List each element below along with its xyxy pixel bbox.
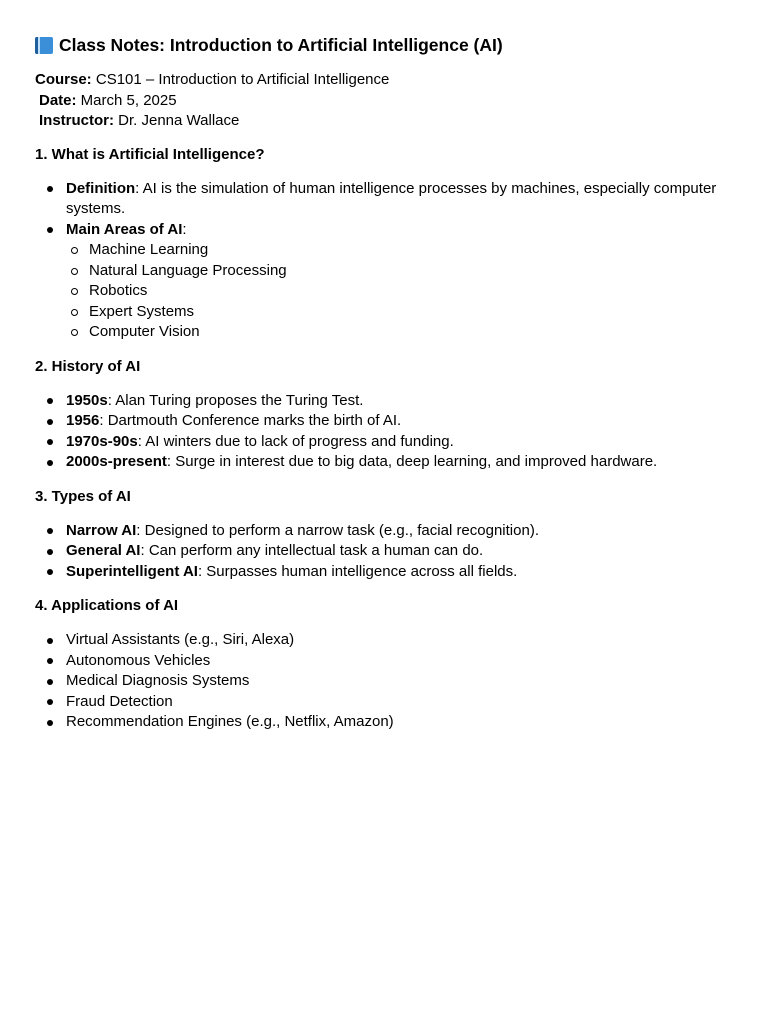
list-item bbox=[35, 391, 735, 412]
document-page bbox=[35, 34, 735, 733]
list-item bbox=[35, 651, 735, 672]
bullet-list-applications bbox=[35, 630, 735, 733]
section-heading-history: 2. History of AI bbox=[35, 357, 141, 375]
bullet-list-history bbox=[35, 391, 735, 473]
item-text: : Surpasses human intelligence across all fields. bbox=[197, 562, 518, 580]
bullet-dot-icon bbox=[47, 419, 53, 425]
course-line bbox=[35, 70, 735, 91]
sub-list-item bbox=[66, 302, 735, 323]
bullet-dot-icon bbox=[47, 439, 53, 445]
sub-item-text: Expert Systems bbox=[89, 302, 195, 320]
bullet-circle-icon bbox=[71, 309, 78, 316]
bullet-dot-icon bbox=[47, 227, 53, 233]
bullet-circle-icon bbox=[71, 247, 78, 254]
item-text: Recommendation Engines (e.g., Netflix, Amazon) bbox=[66, 713, 394, 730]
item-text: : bbox=[182, 220, 187, 238]
item-text: : Dartmouth Conference marks the birth of AI. bbox=[99, 412, 402, 429]
sub-list-item bbox=[66, 240, 735, 261]
list-item bbox=[35, 411, 735, 432]
item-text: : Alan Turing proposes the Turing Test. bbox=[107, 391, 364, 409]
list-item bbox=[35, 432, 735, 453]
bullet-list-types bbox=[35, 521, 735, 583]
item-text: Autonomous Vehicles bbox=[66, 651, 211, 669]
item-text: : Designed to perform a narrow task (e.g., facial recognition). bbox=[136, 521, 539, 539]
item-term: Superintelligent AI bbox=[66, 562, 198, 580]
item-term: Definition bbox=[66, 179, 136, 197]
instructor-value: Dr. Jenna Wallace bbox=[114, 112, 240, 129]
sub-list-item bbox=[66, 281, 735, 302]
date-line bbox=[35, 91, 735, 112]
item-term: Narrow AI bbox=[66, 521, 137, 539]
list-item bbox=[35, 630, 735, 651]
date-value: March 5, 2025 bbox=[76, 91, 177, 109]
book-icon bbox=[35, 37, 53, 54]
date-label: Date: bbox=[39, 91, 77, 109]
item-term: Main Areas of AI bbox=[66, 220, 183, 238]
list-item bbox=[35, 562, 735, 583]
item-text: Medical Diagnosis Systems bbox=[66, 672, 250, 689]
bullet-dot-icon bbox=[47, 549, 53, 555]
bullet-dot-icon bbox=[47, 720, 53, 726]
instructor-line bbox=[35, 111, 735, 132]
item-term: 1970s-90s bbox=[66, 432, 138, 450]
sub-item-text: Machine Learning bbox=[89, 241, 209, 258]
bullet-dot-icon bbox=[47, 186, 53, 192]
list-item bbox=[35, 521, 735, 542]
bullet-dot-icon bbox=[47, 679, 53, 685]
sub-item-text: Robotics bbox=[89, 282, 148, 299]
metadata-block bbox=[35, 70, 735, 132]
instructor-label: Instructor: bbox=[39, 112, 114, 129]
course-label: Course: bbox=[35, 71, 92, 88]
list-item bbox=[35, 220, 735, 343]
item-text: : AI is the simulation of human intelligence processes by machines, especially computer systems. bbox=[66, 179, 717, 217]
sub-item-text: Computer Vision bbox=[89, 323, 200, 340]
section-heading-what-is-ai: 1. What is Artificial Intelligence? bbox=[35, 145, 265, 163]
item-term: 1950s bbox=[66, 391, 108, 409]
item-term: 1956 bbox=[66, 412, 100, 429]
bullet-dot-icon bbox=[47, 638, 53, 644]
list-item bbox=[35, 179, 735, 220]
sub-list-main-areas bbox=[66, 240, 735, 343]
section-heading-types: 3. Types of AI bbox=[35, 487, 131, 505]
item-text: : AI winters due to lack of progress and funding. bbox=[137, 432, 454, 450]
list-item bbox=[35, 692, 735, 713]
item-text: Virtual Assistants (e.g., Siri, Alexa) bbox=[66, 631, 295, 648]
bullet-dot-icon bbox=[47, 658, 53, 664]
bullet-circle-icon bbox=[71, 329, 78, 336]
item-text: Fraud Detection bbox=[66, 692, 173, 710]
item-term: General AI bbox=[66, 542, 141, 559]
document-title-row bbox=[35, 34, 735, 56]
document-title: Class Notes: Introduction to Artificial Intelligence (AI) bbox=[59, 34, 503, 55]
bullet-list-what-is-ai bbox=[35, 179, 735, 343]
sub-list-item bbox=[66, 261, 735, 282]
item-text: : Can perform any intellectual task a human can do. bbox=[140, 542, 484, 559]
bullet-dot-icon bbox=[47, 460, 53, 466]
list-item bbox=[35, 671, 735, 692]
bullet-dot-icon bbox=[47, 528, 53, 534]
bullet-circle-icon bbox=[71, 268, 78, 275]
bullet-dot-icon bbox=[47, 398, 53, 404]
list-item bbox=[35, 712, 735, 733]
bullet-circle-icon bbox=[71, 288, 78, 295]
list-item bbox=[35, 541, 735, 562]
sub-list-item bbox=[66, 322, 735, 343]
item-term: 2000s-present bbox=[66, 453, 167, 470]
section-heading-applications: 4. Applications of AI bbox=[35, 597, 179, 614]
bullet-dot-icon bbox=[47, 699, 53, 705]
list-item bbox=[35, 452, 735, 473]
bullet-dot-icon bbox=[47, 569, 53, 575]
item-text: : Surge in interest due to big data, deep learning, and improved hardware. bbox=[166, 453, 658, 470]
sub-item-text: Natural Language Processing bbox=[89, 261, 287, 279]
course-value: CS101 – Introduction to Artificial Intelligence bbox=[91, 71, 390, 88]
